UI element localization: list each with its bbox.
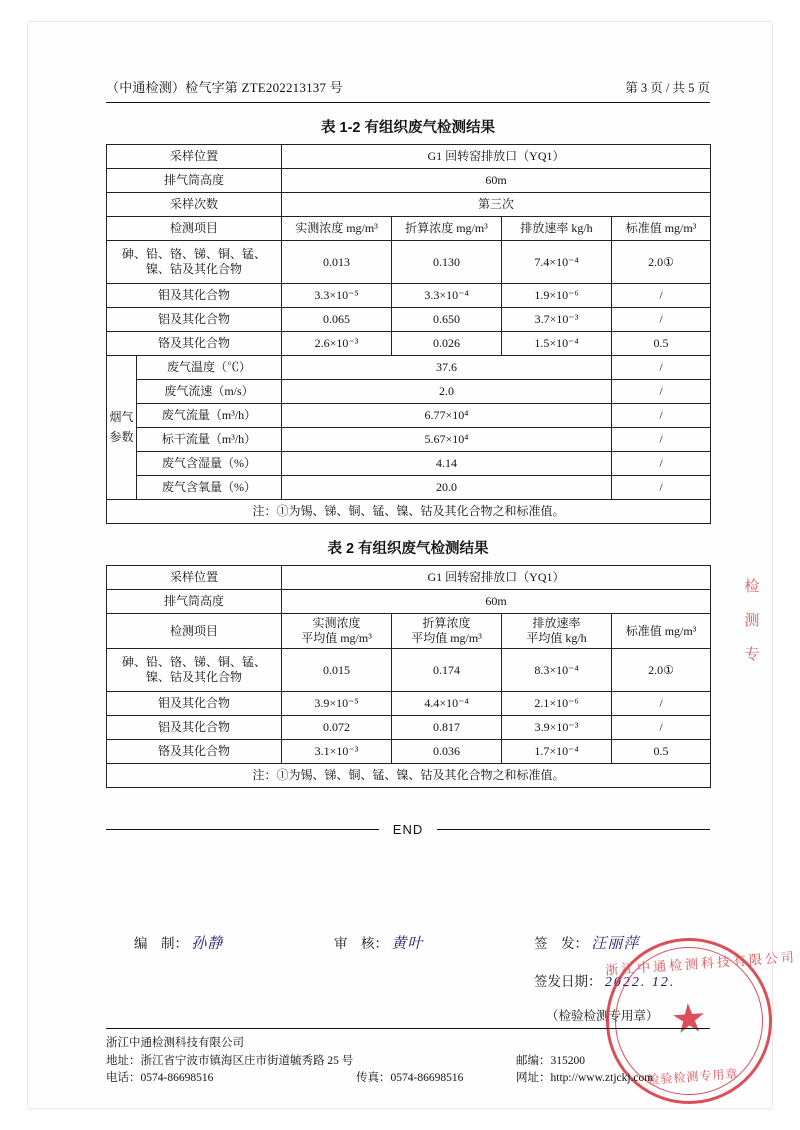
prepared-by (134, 932, 223, 953)
item-measured: 2.6×10⁻³ (282, 332, 392, 356)
item-standard: / (612, 308, 711, 332)
col-item: 检测项目 (107, 614, 282, 649)
table-row (107, 145, 711, 169)
flue-name: 标干流量（m³/h） (137, 428, 282, 452)
issued-by-label: 签 发： (534, 936, 588, 951)
col-rate: 排放速率 kg/h (502, 217, 612, 241)
col-rate-avg: 排放速率 平均值 kg/h (502, 614, 612, 649)
reviewed-by-signature: 黄叶 (391, 936, 424, 952)
footer-postcode: 邮编：315200 (516, 1055, 585, 1067)
seal-company-text: 浙江中通检测科技有限公司 (604, 949, 798, 978)
end-divider (106, 822, 710, 837)
stack-height-value: 60m (282, 169, 711, 193)
table-row (107, 452, 711, 476)
prepared-by-label: 编 制： (134, 936, 188, 951)
item-measured: 0.065 (282, 308, 392, 332)
flue-name: 废气流速（m/s） (137, 380, 282, 404)
page-number: 第 3 页 / 共 5 页 (625, 81, 710, 95)
table-row (107, 169, 711, 193)
table-row (107, 476, 711, 500)
table-row (107, 692, 711, 716)
table-row (107, 284, 711, 308)
item-rate: 1.9×10⁻⁶ (502, 284, 612, 308)
issue-date-label: 签发日期： (534, 974, 602, 989)
item-name: 铬及其化合物 (107, 332, 282, 356)
table-row (107, 380, 711, 404)
flue-value: 37.6 (282, 356, 612, 380)
item-name: 铝及其化合物 (107, 716, 282, 740)
sampling-times-label: 采样次数 (107, 193, 282, 217)
item-standard: / (612, 692, 711, 716)
item-name: 砷、铅、铬、锑、铜、锰、镍、钴及其化合物 (107, 649, 282, 692)
item-standard: 2.0① (612, 649, 711, 692)
stack-height-label: 排气筒高度 (107, 169, 282, 193)
sampling-location-label: 采样位置 (107, 145, 282, 169)
flue-standard: / (612, 404, 711, 428)
table-row (107, 764, 711, 788)
table2-title: 表 2 有组织废气检测结果 (327, 541, 489, 557)
table1-note: 注：①为锡、锑、铜、锰、镍、钴及其化合物之和标准值。 (107, 500, 711, 524)
footer-address: 地址：浙江省宁波市镇海区庄市街道毓秀路 25 号 (106, 1055, 354, 1067)
sampling-times-value: 第三次 (282, 193, 711, 217)
item-converted: 0.026 (392, 332, 502, 356)
prepared-by-signature: 孙静 (191, 936, 224, 952)
item-rate: 2.1×10⁻⁶ (502, 692, 612, 716)
table-row (107, 500, 711, 524)
footer-row-address (106, 1052, 710, 1068)
table2-note: 注：①为锡、锑、铜、锰、镍、钴及其化合物之和标准值。 (107, 764, 711, 788)
item-converted: 0.036 (392, 740, 502, 764)
item-name: 砷、铅、铬、锑、铜、锰、镍、钴及其化合物 (107, 241, 282, 284)
item-standard: 2.0① (612, 241, 711, 284)
flue-standard: / (612, 452, 711, 476)
flue-name: 废气含湿量（%） (137, 452, 282, 476)
sampling-location-value: G1 回转窑排放口（YQ1） (282, 145, 711, 169)
item-measured: 0.072 (282, 716, 392, 740)
rule-right (437, 829, 710, 830)
item-converted: 0.130 (392, 241, 502, 284)
footer-fax: 传真：0574-86698516 (356, 1072, 464, 1084)
table-row (107, 566, 711, 590)
issue-date-value: 2022. 12. (604, 975, 676, 990)
item-standard: / (612, 716, 711, 740)
item-standard: / (612, 284, 711, 308)
col-converted-avg: 折算浓度 平均值 mg/m³ (392, 614, 502, 649)
footer-spacer (356, 1052, 516, 1068)
end-label: END (392, 822, 424, 837)
table-row (107, 332, 711, 356)
table1 (106, 144, 711, 524)
item-converted: 3.3×10⁻⁴ (392, 284, 502, 308)
report-number: （中通检测）检气字第 ZTE202213137 号 (106, 80, 343, 95)
col-measured-avg: 实测浓度 平均值 mg/m³ (282, 614, 392, 649)
flue-params-label: 烟气 参数 (107, 356, 137, 500)
footer-phone: 电话：0574-86698516 (106, 1072, 214, 1084)
seal-bottom-text: 检验检测专用章 (647, 1066, 739, 1088)
paper-sheet (28, 22, 798, 1108)
footer-website: 网址：http://www.ztjckj.com (516, 1072, 654, 1084)
item-rate: 3.7×10⁻³ (502, 308, 612, 332)
stack-height-value: 60m (282, 590, 711, 614)
col-standard: 标准值 mg/m³ (612, 217, 711, 241)
table-row (107, 428, 711, 452)
sampling-location-label: 采样位置 (107, 566, 282, 590)
sampling-location-value: G1 回转窑排放口（YQ1） (282, 566, 711, 590)
flue-value: 4.14 (282, 452, 612, 476)
item-standard: 0.5 (612, 332, 711, 356)
side-seal-marks (740, 570, 764, 672)
col-standard: 标准值 mg/m³ (612, 614, 711, 649)
table-row (107, 740, 711, 764)
item-rate: 8.3×10⁻⁴ (502, 649, 612, 692)
flue-value: 6.77×10⁴ (282, 404, 612, 428)
table-row (107, 193, 711, 217)
table-row (107, 590, 711, 614)
item-converted: 4.4×10⁻⁴ (392, 692, 502, 716)
side-mark: 测 (744, 613, 760, 629)
item-measured: 0.013 (282, 241, 392, 284)
table-row (107, 356, 711, 380)
item-rate: 3.9×10⁻³ (502, 716, 612, 740)
document-footer (106, 1028, 710, 1086)
rule-left (106, 829, 379, 830)
item-measured: 3.1×10⁻³ (282, 740, 392, 764)
flue-value: 20.0 (282, 476, 612, 500)
item-rate: 1.5×10⁻⁴ (502, 332, 612, 356)
table2 (106, 565, 711, 788)
table-row (107, 649, 711, 692)
flue-standard: / (612, 476, 711, 500)
item-name: 钼及其化合物 (107, 284, 282, 308)
side-mark: 专 (744, 647, 760, 663)
flue-value: 2.0 (282, 380, 612, 404)
seal-star-icon: ★ (669, 994, 709, 1043)
item-rate: 7.4×10⁻⁴ (502, 241, 612, 284)
flue-value: 5.67×10⁴ (282, 428, 612, 452)
flue-standard: / (612, 356, 711, 380)
flue-name: 废气含氧量（%） (137, 476, 282, 500)
table-row (107, 404, 711, 428)
flue-name: 废气温度（℃） (137, 356, 282, 380)
flue-standard: / (612, 380, 711, 404)
reviewed-by (334, 932, 423, 953)
item-converted: 0.817 (392, 716, 502, 740)
issued-by-signature: 汪丽萍 (591, 936, 640, 952)
col-converted: 折算浓度 mg/m³ (392, 217, 502, 241)
issued-by (534, 932, 639, 953)
footer-row-contact (106, 1069, 710, 1085)
table-row (107, 716, 711, 740)
item-measured: 3.3×10⁻⁵ (282, 284, 392, 308)
stamp-note: （检验检测专用章） (546, 1009, 659, 1023)
table1-title: 表 1-2 有组织废气检测结果 (320, 120, 495, 136)
side-mark: 检 (744, 579, 760, 595)
item-measured: 0.015 (282, 649, 392, 692)
item-standard: 0.5 (612, 740, 711, 764)
item-rate: 1.7×10⁻⁴ (502, 740, 612, 764)
table-row (107, 241, 711, 284)
table-row (107, 308, 711, 332)
document-header (106, 77, 710, 103)
item-measured: 3.9×10⁻⁵ (282, 692, 392, 716)
col-measured: 实测浓度 mg/m³ (282, 217, 392, 241)
item-name: 铝及其化合物 (107, 308, 282, 332)
footer-company: 浙江中通检测科技有限公司 (106, 1037, 244, 1049)
flue-standard: / (612, 428, 711, 452)
reviewed-by-label: 审 核： (334, 936, 388, 951)
item-converted: 0.650 (392, 308, 502, 332)
item-name: 铬及其化合物 (107, 740, 282, 764)
item-name: 钼及其化合物 (107, 692, 282, 716)
col-item: 检测项目 (107, 217, 282, 241)
stack-height-label: 排气筒高度 (107, 590, 282, 614)
item-converted: 0.174 (392, 649, 502, 692)
table-header-row (107, 614, 711, 649)
flue-name: 废气流量（m³/h） (137, 404, 282, 428)
table-header-row (107, 217, 711, 241)
